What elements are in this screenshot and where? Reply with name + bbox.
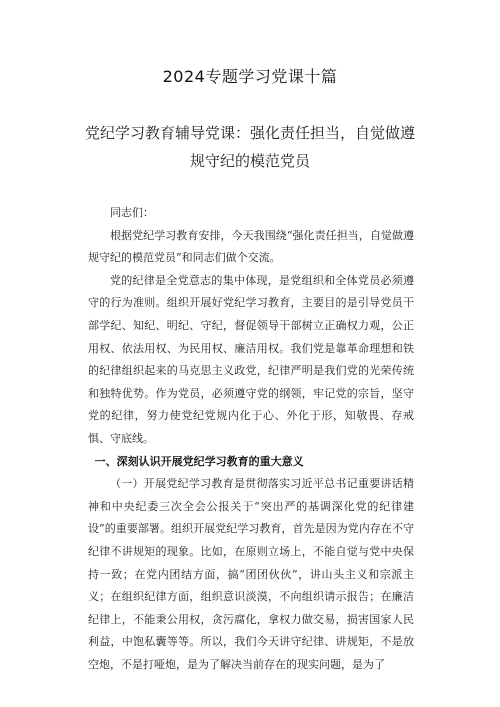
document-title: 2024专题学习党课十篇 — [162, 67, 338, 86]
paragraph-discipline: 党的纪律是全党意志的集中体现，是党组织和全体党员必须遵守的行为准则。组织开展好党纪学习教育，主要目的是引导党员干部学纪、知纪、明纪、守纪，督促领导干部树立正确权力观，公正用权、依法用权、为民用权、廉洁用权。我们党是靠革命理想和铁的纪律组织起来的马克思主义政党，纪律严明是我们党的光荣传统和独特优势。作为党员，必须遵守党的纲领，牢记党的宗旨，坚守党的纪律，努力使党纪党规内化于心、外化于形，知敬畏、存戒惧、守底线。 — [88, 273, 414, 445]
subtitle-line-2: 规守纪的模范党员 — [189, 152, 310, 170]
document-body — [88, 202, 414, 676]
section-paragraph: （一）开展党纪学习教育是贯彻落实习近平总书记重要讲话精神和中央纪委三次全会公报关于“突出严的基调深化党的纪律建设”的重要部署。组织开展党纪学习教育，首先是因为党内存在不守纪律不讲规矩的现象。比如，在原则立场上，不能自觉与党中央保持一致；在党内团结方面，搞“团团伙伙”，讲山头主义和宗派主义；在组织纪律方面，组织意识淡漠，不向组织请示报告；在廉洁纪律上，不能秉公用权，贪污腐化，拿权力做交易，损害国家人民利益，中饱私囊等等。所以，我们今天讲守纪律、讲规矩，不是放空炮，不是打哑炮，是为了解决当前存在的现实问题，是为了 — [88, 477, 414, 671]
subtitle-line-1: 党纪学习教育辅导党课：强化责任担当，自觉做遵 — [84, 124, 415, 142]
greeting: 同志们： — [110, 206, 154, 219]
section-heading: 一、深刻认识开展党纪学习教育的重大意义 — [94, 454, 304, 468]
document-subtitle — [0, 119, 500, 175]
paragraph-intro: 根据党纪学习教育安排，今天我围绕“强化责任担当，自觉做遵规守纪的模范党员”和同志们做个交流。 — [88, 228, 414, 265]
